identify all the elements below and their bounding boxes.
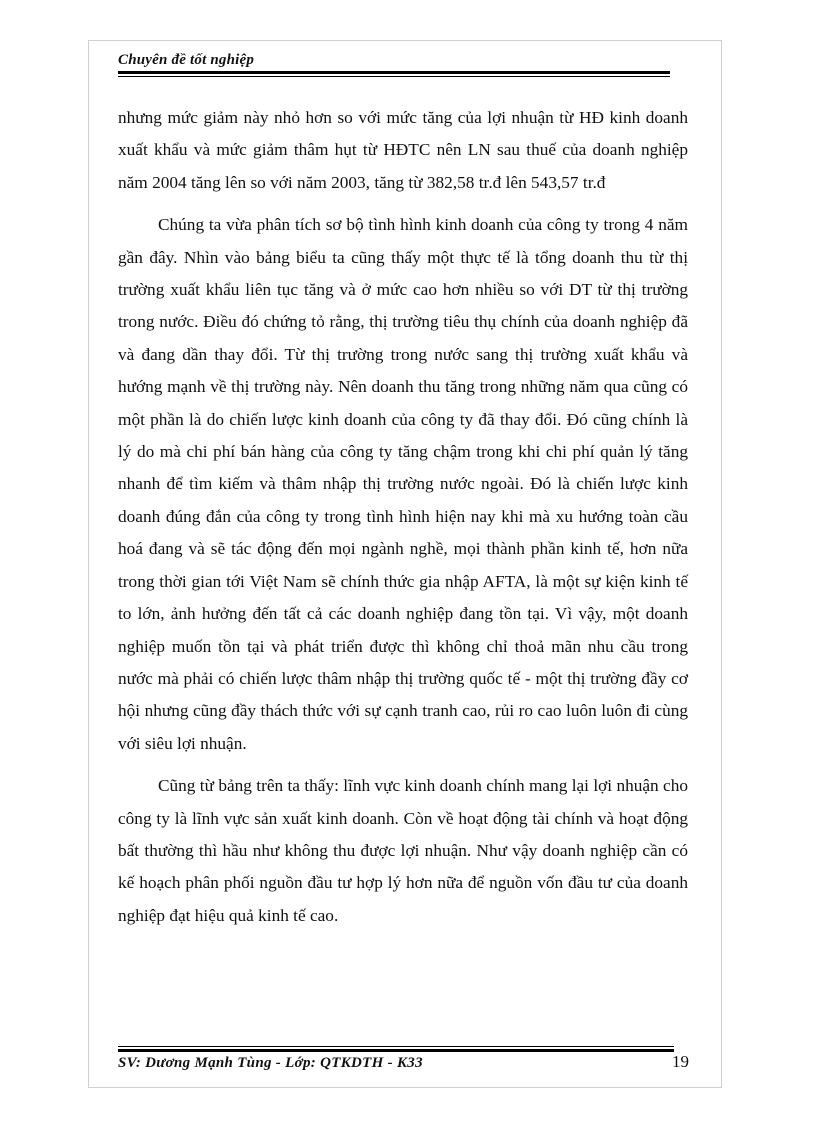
page-number: 19: [672, 1052, 689, 1071]
header-rule: [118, 71, 670, 74]
header-rule-thin: [118, 76, 670, 77]
paragraph-continuation: nhưng mức giảm này nhỏ hơn so với mức tăng của lợi nhuận từ HĐ kinh doanh xuất khẩu và mức giảm thâm hụt từ HĐTC nên LN sau thuế của doanh nghiệp năm 2004 tăng lên so với năm 2003, tăng từ 382,58 tr.đ lên 543,57 tr.đ: [118, 108, 688, 192]
header-title: Chuyên đề tốt nghiệp: [118, 52, 255, 68]
page-header: [118, 51, 670, 77]
page-footer: [118, 1046, 674, 1052]
footer-rule: [118, 1049, 674, 1052]
paragraph-conclusion: Cũng từ bảng trên ta thấy: lĩnh vực kinh doanh chính mang lại lợi nhuận cho công ty là lĩnh vực sản xuất kinh doanh. Còn về hoạt động tài chính và hoạt động bất thường thì hầu như không thu được lợi nhuận. Như vậy doanh nghiệp cần có kế hoạch phân phối nguồn đầu tư hợp lý hơn nữa để nguồn vốn đầu tư của doanh nghiệp đạt hiệu quả kinh tế cao.: [118, 776, 688, 925]
footer-rule-thin: [118, 1046, 674, 1047]
paragraph-analysis: Chúng ta vừa phân tích sơ bộ tình hình kinh doanh của công ty trong 4 năm gần đây. Nhìn vào bảng biểu ta cũng thấy một thực tế là tổng doanh thu từ thị trường xuất khẩu liên tục tăng và ở mức cao hơn nhiều so với DT từ thị trường trong nước. Điều đó chứng tỏ rằng, thị trường tiêu thụ chính của doanh nghiệp đã và đang dần thay đổi. Từ thị trường trong nước sang thị trường xuất khẩu và hướng mạnh về thị trường này. Nên doanh thu tăng trong những năm qua cũng có một phần là do chiến lược kinh doanh của công ty đã thay đổi. Đó cũng chính là lý do mà chi phí bán hàng của công ty tăng chậm trong khi chi phí quản lý tăng nhanh để tìm kiếm và thâm nhập thị trường nước ngoài. Đó là chiến lược kinh doanh đúng đắn của công ty trong tình hình hiện nay khi mà xu hướng toàn cầu hoá đang và sẽ tác động đến mọi ngành nghề, mọi thành phần kinh tế, hơn nữa trong thời gian tới Việt Nam sẽ chính thức gia nhập AFTA, là một sự kiện kinh tế to lớn, ảnh hưởng đến tất cả các doanh nghiệp đang tồn tại. Vì vậy, một doanh nghiệp muốn tồn tại và phát triển được thì không chỉ thoả mãn nhu cầu trong nước mà phải có chiến lược thâm nhập thị trường quốc tế - một thị trường đầy cơ hội nhưng cũng đầy thách thức với sự cạnh tranh cao, rủi ro cao luôn luôn đi cùng với siêu lợi nhuận.: [118, 215, 688, 753]
footer-author: SV: Dương Mạnh Tùng - Lớp: QTKDTH - K33: [118, 1055, 423, 1071]
document-body: [118, 102, 688, 932]
